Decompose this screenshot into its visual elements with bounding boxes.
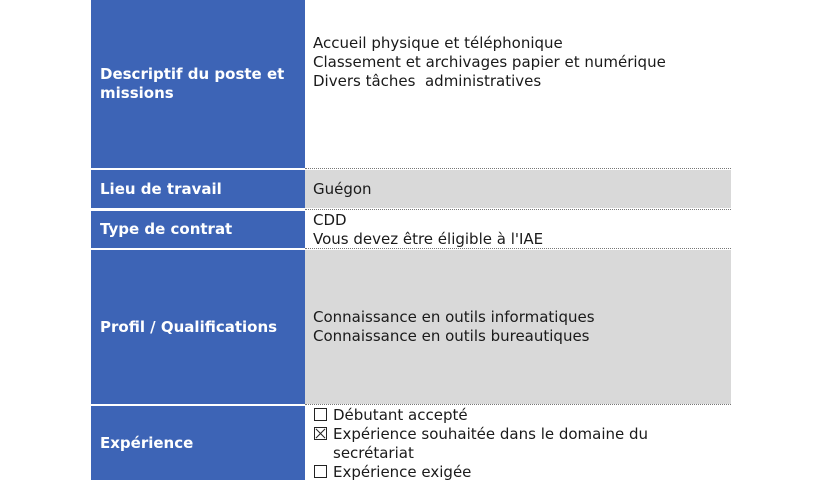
location-label: Lieu de travail [91,170,305,208]
checkbox-unchecked-icon[interactable] [314,465,327,478]
description-value [305,0,731,168]
location-text: Guégon [313,179,372,198]
experience-value [305,406,731,480]
experience-option[interactable] [313,463,723,482]
contract-value [305,211,731,248]
description-label: Descriptif du poste et missions [91,0,305,168]
experience-option-label: Expérience exigée [333,463,472,481]
description-line: Divers tâches administratives [313,72,542,90]
experience-option[interactable] [313,425,723,463]
location-value [305,170,731,208]
row-separator [305,404,731,405]
row-profile [91,250,731,404]
profile-line: Connaissance en outils informatiques [313,308,595,326]
experience-label: Expérience [91,406,305,480]
checkbox-unchecked-icon[interactable] [314,408,327,421]
job-offer-table [91,0,731,480]
profile-value [305,250,731,404]
experience-option[interactable] [313,406,723,425]
contract-label: Type de contrat [91,211,305,248]
row-description [91,0,731,168]
row-contract [91,211,731,248]
contract-line: CDD [313,211,347,229]
profile-line: Connaissance en outils bureautiques [313,327,590,345]
checkbox-checked-icon[interactable] [314,427,327,440]
experience-option-label: Expérience souhaitée dans le domaine du secrétariat [333,425,649,462]
experience-option-label: Débutant accepté [333,406,468,424]
profile-label: Profil / Qualifications [91,250,305,404]
description-line: Accueil physique et téléphonique [313,34,563,52]
row-separator [305,168,731,169]
description-line: Classement et archivages papier et numérique [313,53,666,71]
row-separator [305,209,731,210]
contract-line: Vous devez être éligible à l'IAE [313,230,544,248]
row-experience [91,406,731,480]
row-separator [305,248,731,249]
row-location [91,170,731,208]
